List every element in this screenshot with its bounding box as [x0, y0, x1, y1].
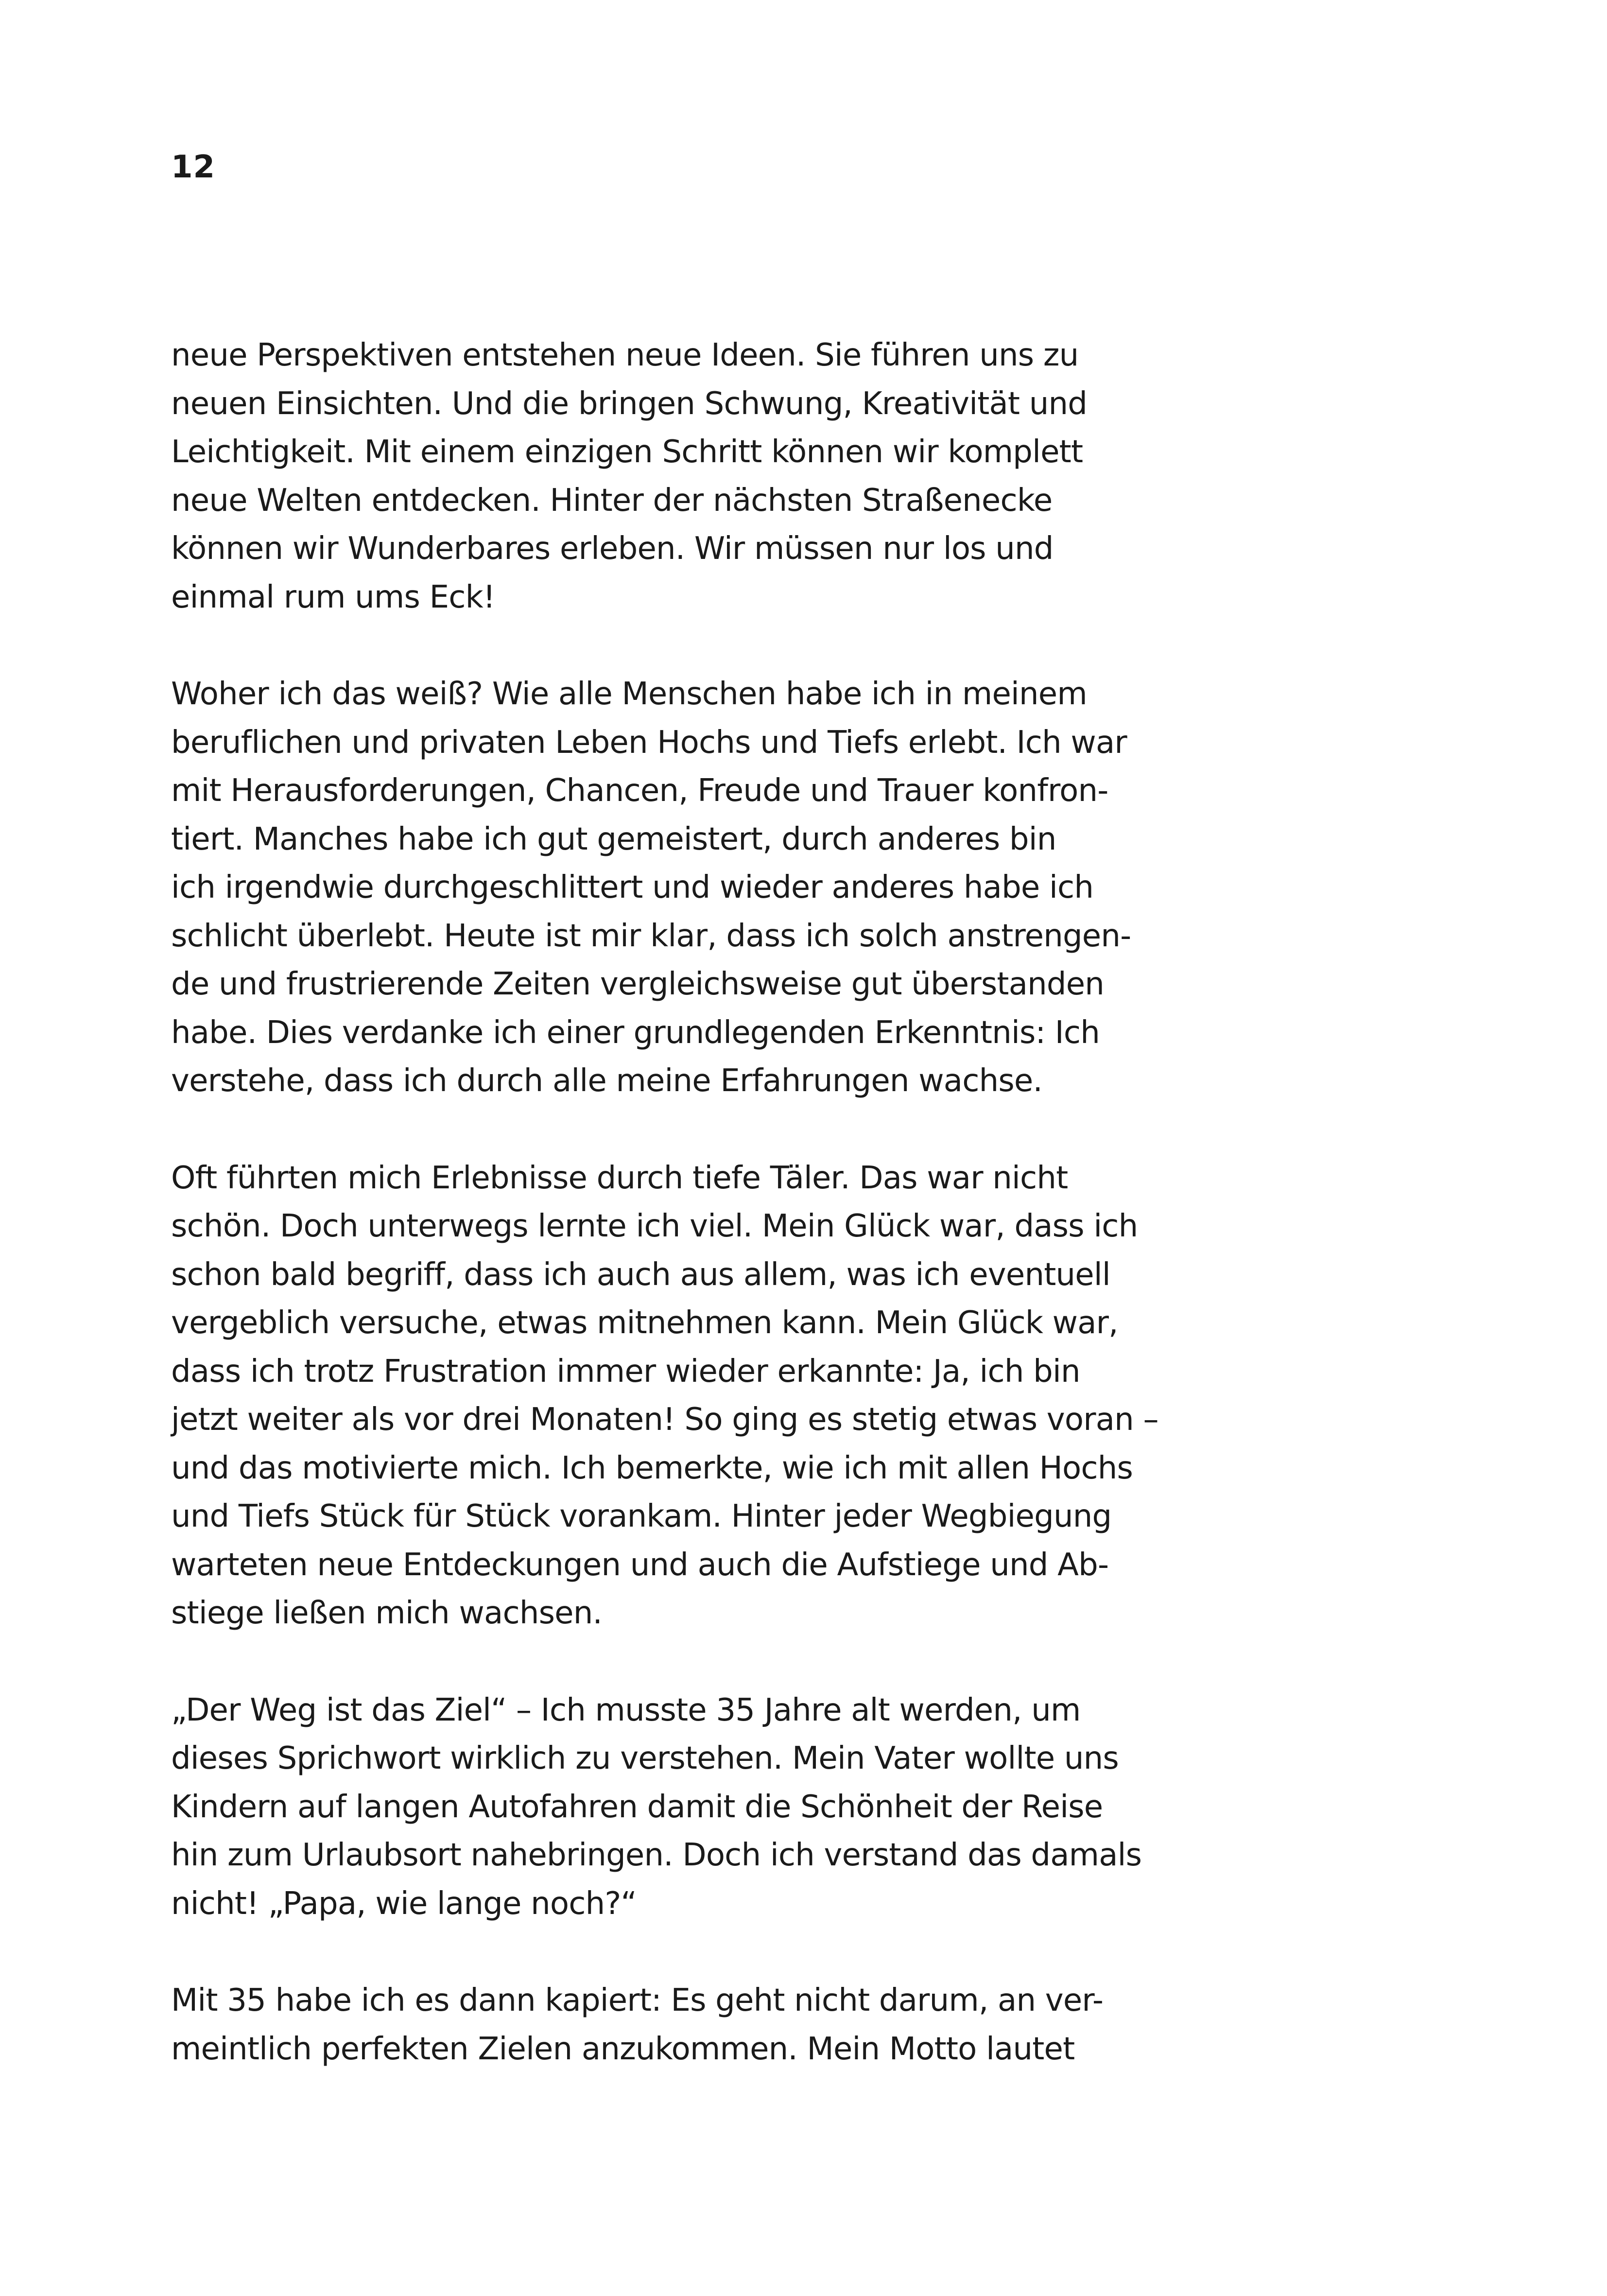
- text-line: dieses Sprichwort wirklich zu verstehen. Mein Vater wollte uns: [171, 1740, 1119, 1776]
- paragraph-5: [171, 1977, 1264, 2073]
- text-line: Leichtigkeit. Mit einem einzigen Schritt können wir komplett: [171, 434, 1083, 470]
- text-line: Mit 35 habe ich es dann kapiert: Es geht nicht darum, an ver-: [171, 1983, 1104, 2018]
- text-line: jetzt weiter als vor drei Monaten! So ging es stetig etwas voran –: [171, 1402, 1158, 1438]
- text-line: warteten neue Entdeckungen und auch die Aufstiege und Ab-: [171, 1547, 1109, 1583]
- text-line: nicht! „Papa, wie lange noch?“: [171, 1885, 637, 1922]
- text-line: Kindern auf langen Autofahren damit die Schönheit der Reise: [171, 1789, 1103, 1825]
- paragraph-3: [171, 1154, 1264, 1638]
- paragraph-4: [171, 1687, 1264, 1929]
- text-line: und das motivierte mich. Ich bemerkte, wie ich mit allen Hochs: [171, 1450, 1133, 1486]
- text-line: neue Perspektiven entstehen neue Ideen. Sie führen uns zu: [171, 337, 1079, 373]
- text-line: Oft führten mich Erlebnisse durch tiefe Täler. Das war nicht: [171, 1160, 1068, 1196]
- text-line: einmal rum ums Eck!: [171, 579, 495, 615]
- text-line: beruflichen und privaten Leben Hochs und Tiefs erlebt. Ich war: [171, 724, 1127, 761]
- text-line: schlicht überlebt. Heute ist mir klar, dass ich solch anstrengen-: [171, 918, 1131, 954]
- text-line: de und frustrierende Zeiten vergleichsweise gut überstanden: [171, 966, 1105, 1002]
- text-line: vergeblich versuche, etwas mitnehmen kann. Mein Glück war,: [171, 1305, 1118, 1341]
- body-text: [171, 331, 1264, 2122]
- text-line: stiege ließen mich wachsen.: [171, 1595, 603, 1631]
- paragraph-1: [171, 331, 1264, 622]
- text-line: schon bald begriff, dass ich auch aus allem, was ich eventuell: [171, 1256, 1110, 1293]
- page-number: 12: [171, 149, 216, 185]
- text-line: ich irgendwie durchgeschlittert und wieder anderes habe ich: [171, 870, 1094, 905]
- text-line: tiert. Manches habe ich gut gemeistert, durch anderes bin: [171, 821, 1056, 857]
- text-line: Woher ich das weiß? Wie alle Menschen habe ich in meinem: [171, 676, 1087, 712]
- paragraph-2: [171, 670, 1264, 1106]
- text-line: „Der Weg ist das Ziel“ – Ich musste 35 Jahre alt werden, um: [171, 1692, 1081, 1728]
- text-line: habe. Dies verdanke ich einer grundlegenden Erkenntnis: Ich: [171, 1014, 1100, 1051]
- text-line: dass ich trotz Frustration immer wieder erkannte: Ja, ich bin: [171, 1353, 1080, 1390]
- text-line: neuen Einsichten. Und die bringen Schwung, Kreativität und: [171, 385, 1088, 422]
- text-line: neue Welten entdecken. Hinter der nächsten Straßenecke: [171, 482, 1053, 519]
- text-line: können wir Wunderbares erleben. Wir müssen nur los und: [171, 531, 1054, 567]
- text-line: mit Herausforderungen, Chancen, Freude und Trauer konfron-: [171, 773, 1108, 809]
- text-line: hin zum Urlaubsort nahebringen. Doch ich verstand das damals: [171, 1837, 1142, 1873]
- text-line: verstehe, dass ich durch alle meine Erfahrungen wachse.: [171, 1063, 1043, 1099]
- text-line: und Tiefs Stück für Stück vorankam. Hinter jeder Wegbiegung: [171, 1498, 1112, 1534]
- text-line: schön. Doch unterwegs lernte ich viel. Mein Glück war, dass ich: [171, 1208, 1138, 1244]
- text-line: meintlich perfekten Zielen anzukommen. Mein Motto lautet: [171, 2031, 1075, 2067]
